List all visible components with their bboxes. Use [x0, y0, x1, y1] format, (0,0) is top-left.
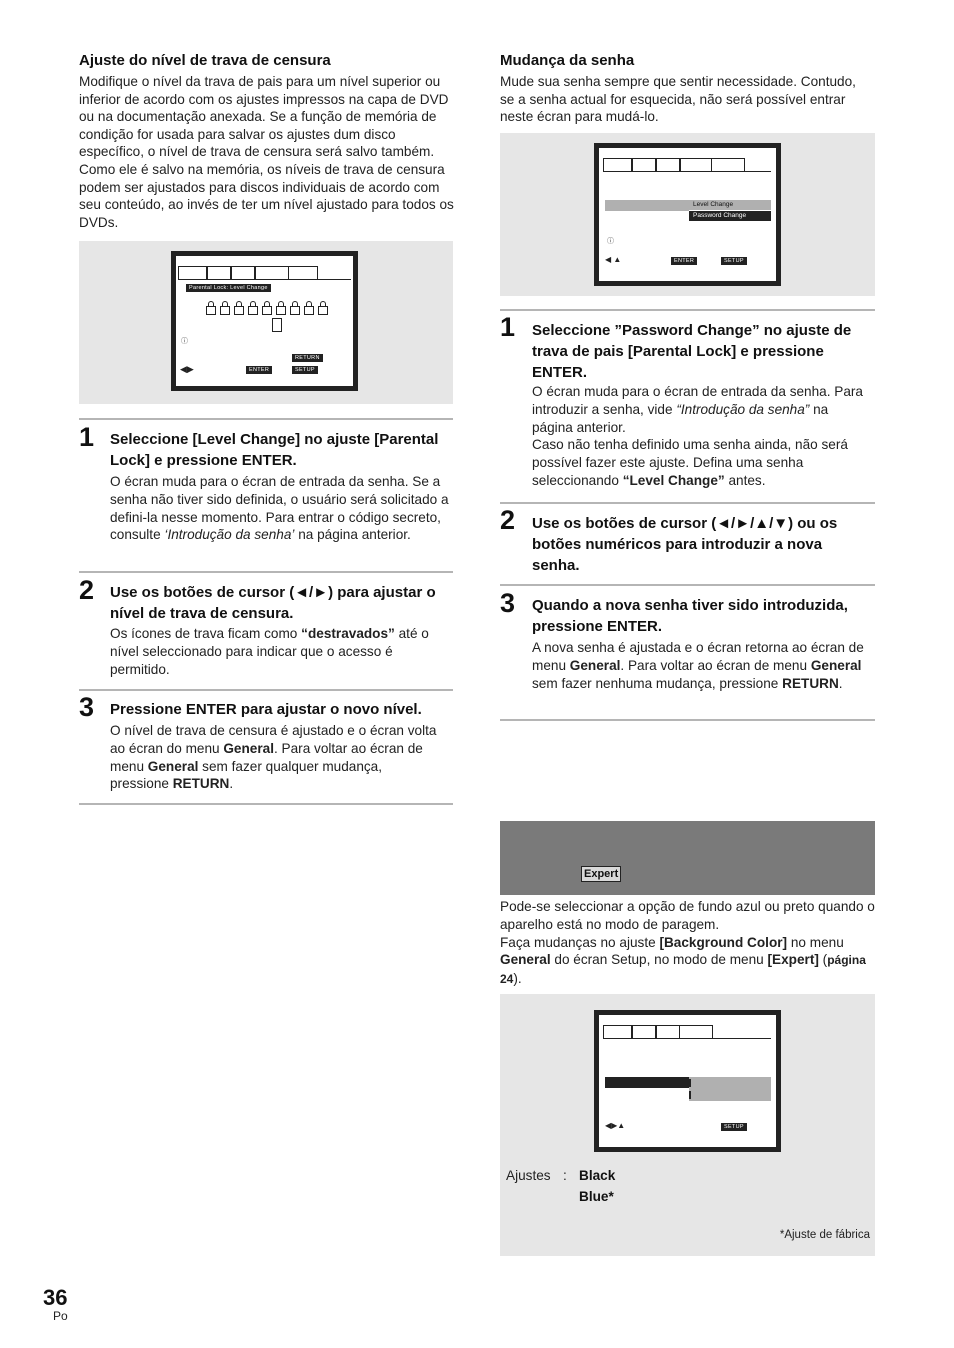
option-marker	[689, 1091, 691, 1099]
parental-lock-label: Parental Lock: Level Change	[186, 284, 271, 292]
info-icon: ⓘ	[181, 338, 188, 345]
selected-row-bar	[605, 1077, 689, 1088]
divider	[500, 502, 875, 504]
divider	[79, 689, 453, 691]
menu-tabs	[603, 1025, 771, 1039]
unlock-icon	[234, 306, 244, 315]
tv-screen-background-color	[594, 1010, 781, 1152]
setting-option: Blue*	[579, 1189, 614, 1204]
screen-illustration-panel	[79, 241, 453, 404]
step-number: 1	[500, 312, 516, 342]
tv-screen-password-change	[594, 143, 781, 286]
password-intro-text: Mude sua senha sempre que sentir necessidade. Contudo, se a senha actual for esquecida, não será possível entrar neste écran para mudá-lo.	[500, 74, 856, 125]
step-number: 3	[500, 588, 516, 618]
divider	[500, 719, 875, 721]
step-1-heading: Seleccione ”Password Change” no ajuste de trava de pais [Parental Lock] e pressione ENTER.	[532, 322, 852, 381]
step-1-heading: Seleccione [Level Change] no ajuste [Parental Lock] e pressione ENTER.	[110, 431, 439, 469]
screen-illustration-panel	[500, 994, 875, 1256]
lock-icon	[318, 306, 328, 315]
factory-default-note: *Ajuste de fábrica	[779, 1229, 870, 1241]
section-header-bar	[500, 821, 875, 895]
tv-screen-parental-lock	[171, 251, 358, 391]
background-color-text: Pode-se seleccionar a opção de fundo azul ou preto quando o aparelho está no modo de paragem. Faça mudanças no ajuste [Background Color] no menu General do écran Setup, no modo de menu [Expert] (página 24).	[500, 899, 875, 987]
settings-label: Ajustes	[506, 1168, 551, 1183]
option-marker	[689, 1079, 691, 1087]
step-3-body: A nova senha é ajustada e o écran retorna ao écran de menu General. Para voltar ao écran de menu General sem fazer nenhuma mudança, pressione RETURN.	[532, 640, 864, 691]
menu-tabs	[603, 158, 771, 172]
selected-row-bar	[605, 200, 689, 211]
language-code: Po	[53, 1309, 68, 1323]
lock-icons-row	[206, 298, 336, 318]
divider	[79, 571, 453, 573]
unlock-icon	[276, 306, 286, 315]
step-2-heading: Use os botões de cursor (◄/►/▲/▼) ou os botões numéricos para introduzir a nova senha.	[532, 515, 838, 574]
enter-button-icon: ENTER	[246, 366, 272, 374]
setup-button-icon: SETUP	[292, 366, 318, 374]
expert-badge: Expert	[581, 866, 621, 882]
step-1-body: O écran muda para o écran de entrada da senha. Para introduzir a senha, vide “Introdução da senha” na página anterior. Caso não tenha definido uma senha ainda, não será possível fazer este ajuste. Defina uma senha seleccionando “Level Change” antes.	[532, 384, 863, 488]
setup-button-icon: SETUP	[721, 257, 747, 265]
step-3-body: O nível de trava de censura é ajustado e o écran volta ao écran do menu General. Para voltar ao écran de menu General sem fazer qualquer mudança, pressione RETURN.	[110, 723, 437, 792]
info-icon: ⓘ	[607, 238, 614, 245]
password-change-option: Password Change	[689, 211, 771, 221]
setup-button-icon: SETUP	[721, 1123, 747, 1131]
left-right-arrow-icon: ◀▶	[180, 364, 194, 374]
divider	[79, 418, 453, 420]
step-number: 3	[79, 692, 95, 722]
step-3-heading: Pressione ENTER para ajustar o novo nível.	[110, 701, 422, 718]
level-change-option: Level Change	[689, 200, 771, 210]
left-up-arrow-icon: ◀ ▲	[605, 255, 622, 264]
unlock-icon	[206, 306, 216, 315]
level-cursor	[272, 318, 282, 332]
unlock-icon	[248, 306, 258, 315]
lock-icon	[304, 306, 314, 315]
setting-option: Black	[579, 1168, 616, 1183]
section-heading-censorship-level: Ajuste do nível de trava de censura	[79, 52, 331, 69]
menu-tabs	[178, 266, 351, 280]
step-1-body: O écran muda para o écran de entrada da senha. Se a senha não tiver sido definida, o usuário será solicitado a defini-la nesse momento. Para entrar o código secreto, consulte ‘Introdução da senha’ na página anterior.	[110, 474, 449, 543]
divider	[79, 803, 453, 805]
step-number: 1	[79, 422, 95, 452]
arrow-icons: ◀▶▲	[605, 1121, 626, 1130]
divider	[500, 309, 875, 311]
unlock-icon	[262, 306, 272, 315]
return-button-icon: RETURN	[292, 354, 323, 362]
lock-icon	[290, 306, 300, 315]
section-heading-password-change: Mudança da senha	[500, 52, 635, 69]
page-number: 36	[43, 1285, 68, 1310]
censorship-intro-text: Modifique o nível da trava de pais para um nível superior ou inferior de acordo com os ajustes impressos na capa de DVD ou na documentação anexada. Se a função de memória de condição for usada para salvar os ajustes dum disco específico, o nível de trava de censura será salvo também. Como ele é salvo na memória, os níveis de trava de censura podem ser ajustados para discos individuais de acordo com seu conteúdo, ao invés de ter um nível ajustado para todos os DVDs.	[79, 74, 454, 230]
step-3-heading: Quando a nova senha tiver sido introduzida, pressione ENTER.	[532, 597, 848, 635]
divider	[500, 584, 875, 586]
enter-button-icon: ENTER	[671, 257, 697, 265]
options-box	[689, 1077, 771, 1101]
step-2-heading: Use os botões de cursor (◄/►) para ajustar o nível de trava de censura.	[110, 584, 436, 622]
screen-illustration-panel	[500, 133, 875, 296]
step-number: 2	[500, 505, 516, 535]
settings-colon: :	[563, 1168, 567, 1183]
step-2-body: Os ícones de trava ficam como “destravados” até o nível seleccionado para indicar que o acesso é permitido.	[110, 626, 429, 677]
unlock-icon	[220, 306, 230, 315]
step-number: 2	[79, 575, 95, 605]
